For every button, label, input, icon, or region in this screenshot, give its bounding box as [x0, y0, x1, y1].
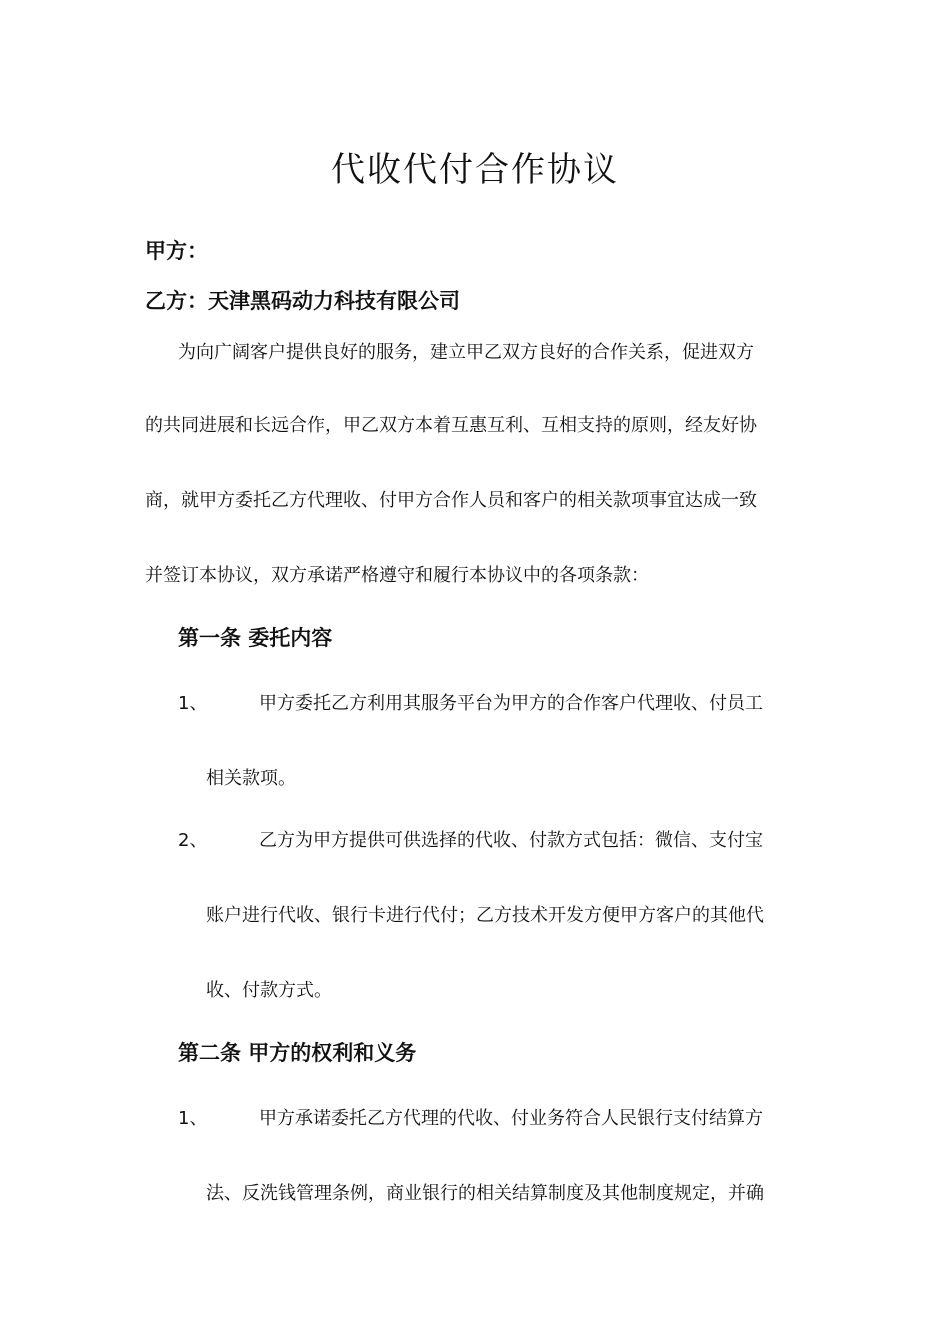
- intro-line: 的共同进展和长远合作，甲乙双方本着互惠互利、互相支持的原则，经友好协: [145, 415, 757, 436]
- item-line: 甲方委托乙方利用其服务平台为甲方的合作客户代理收、付员工: [259, 693, 763, 714]
- item-line: 乙方为甲方提供可供选择的代收、付款方式包括：微信、支付宝: [259, 830, 763, 851]
- party-a-label: 甲方：: [145, 239, 208, 263]
- intro-line: 商，就甲方委托乙方代理收、付甲方合作人员和客户的相关款项事宜达成一致: [145, 490, 757, 511]
- article1-heading: 第一条 委托内容: [178, 626, 333, 650]
- article2-heading: 第二条 甲方的权利和义务: [178, 1041, 417, 1065]
- item-line: 收、付款方式。: [206, 980, 332, 1001]
- item-number: 1、: [178, 693, 208, 714]
- item-line: 相关款项。: [206, 768, 296, 789]
- intro-line: 并签订本协议，双方承诺严格遵守和履行本协议中的各项条款：: [145, 565, 649, 586]
- item-line: 法、反洗钱管理条例，商业银行的相关结算制度及其他制度规定，并确: [206, 1183, 764, 1204]
- item-number: 1、: [178, 1108, 208, 1129]
- party-b-label: 乙方：天津黑码动力科技有限公司: [145, 289, 460, 313]
- document-title: 代收代付合作协议: [331, 150, 619, 190]
- intro-line: 为向广阔客户提供良好的服务，建立甲乙双方良好的合作关系，促进双方: [178, 342, 754, 363]
- item-line: 甲方承诺委托乙方代理的代收、付业务符合人民银行支付结算方: [259, 1108, 763, 1129]
- item-line: 账户进行代收、银行卡进行代付；乙方技术开发方便甲方客户的其他代: [206, 905, 764, 926]
- item-number: 2、: [178, 830, 208, 851]
